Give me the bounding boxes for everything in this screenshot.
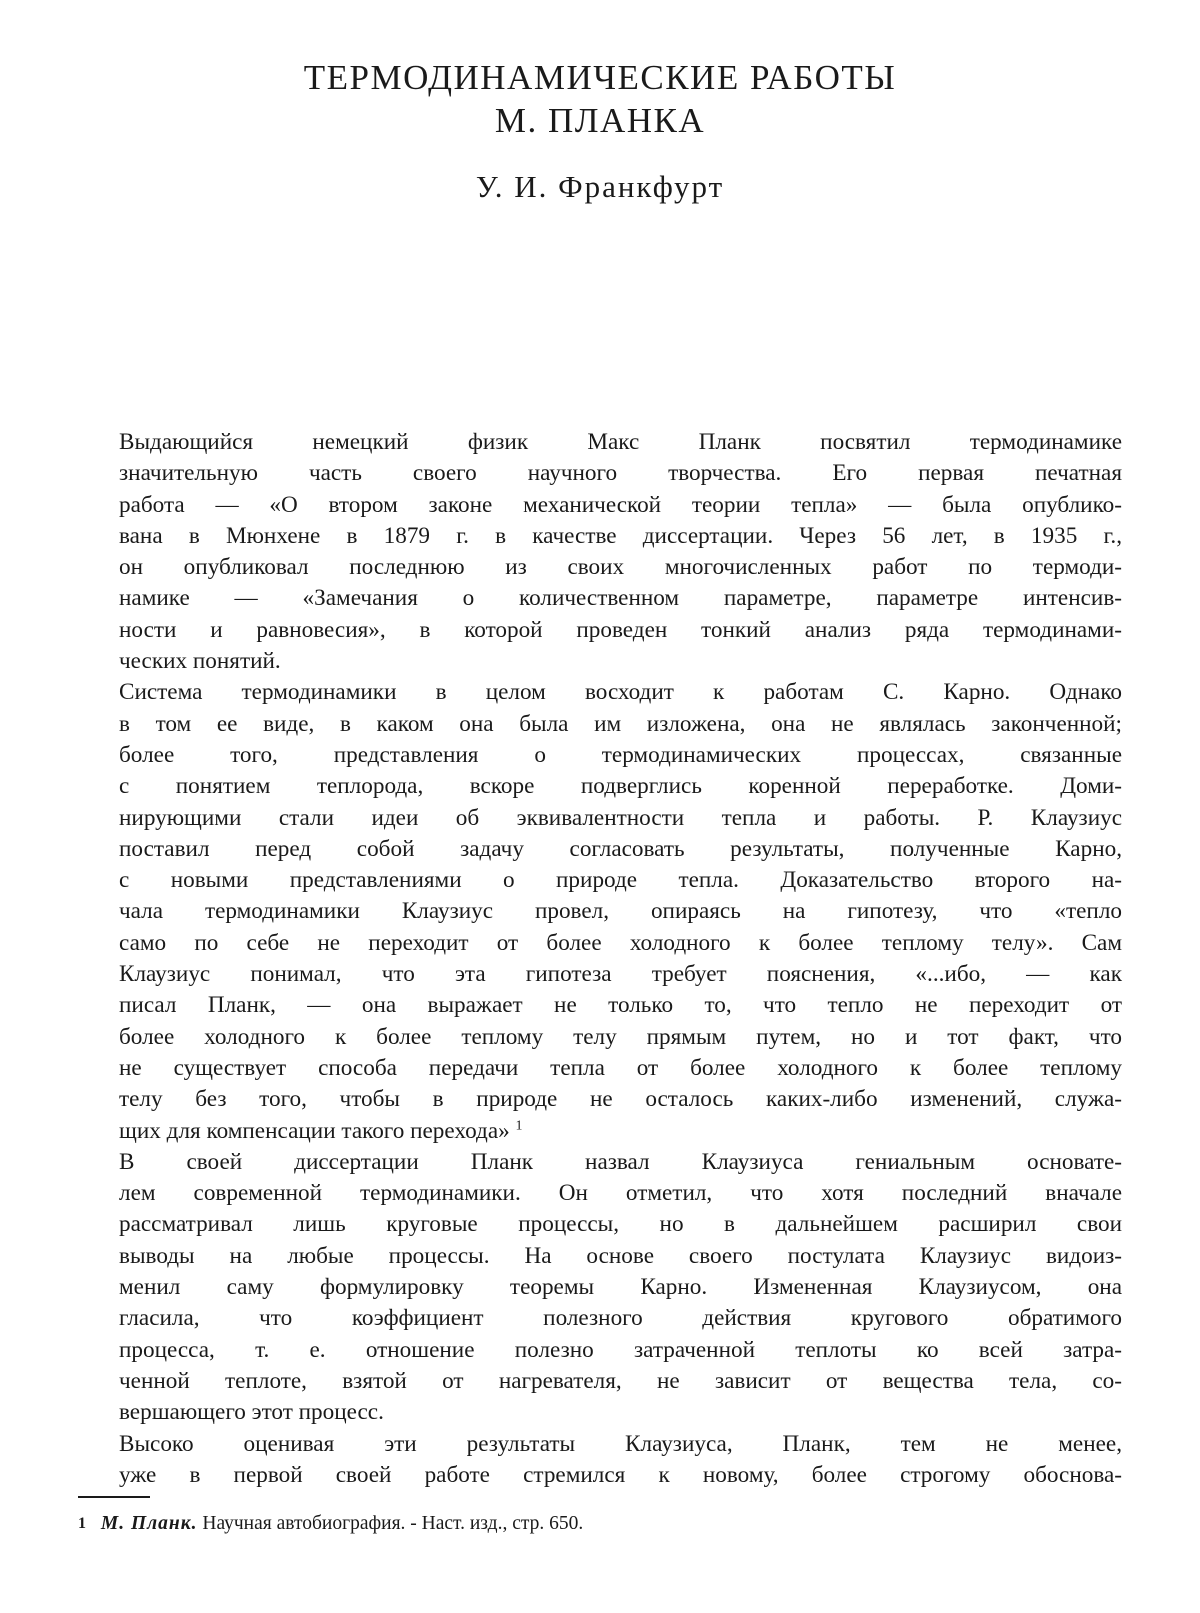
article-body: [78, 427, 1122, 1491]
text-line: с понятием теплорода, вскоре подверглись коренной переработке. Доми-: [78, 771, 1122, 802]
paragraph: [78, 1147, 1122, 1429]
text-line: [78, 1116, 1122, 1147]
text-line: с новыми представлениями о природе тепла. Доказательство второго на-: [78, 865, 1122, 896]
paragraph: [78, 1429, 1122, 1492]
footnote: [78, 1510, 1122, 1538]
text-line: В своей диссертации Планк назвал Клаузиуса гениальным основате-: [78, 1147, 1122, 1178]
text-line: вершающего этот процесс.: [78, 1397, 1122, 1428]
text-line: вана в Мюнхене в 1879 г. в качестве диссертации. Через 56 лет, в 1935 г.,: [78, 521, 1122, 552]
author-name: У. И. Франкфурт: [0, 165, 1200, 209]
paragraph: [78, 677, 1122, 1146]
text-line: само по себе не переходит от более холодного к более теплому телу». Сам: [78, 928, 1122, 959]
text-line: Система термодинамики в целом восходит к работам С. Карно. Однако: [78, 677, 1122, 708]
footnote-divider: [78, 1496, 150, 1498]
text-line: Клаузиус понимал, что эта гипотеза требует пояснения, «...ибо, — как: [78, 959, 1122, 990]
footnote-author: М. Планк.: [101, 1513, 198, 1534]
text-line: лем современной термодинамики. Он отметил, что хотя последний вначале: [78, 1178, 1122, 1209]
text-line: писал Планк, — она выражает не только то, что тепло не переходит от: [78, 990, 1122, 1021]
text-line: процесса, т. е. отношение полезно затраченной теплоты ко всей затра-: [78, 1335, 1122, 1366]
text-line: чала термодинамики Клаузиус провел, опираясь на гипотезу, что «тепло: [78, 896, 1122, 927]
footnote-number: 1: [78, 1515, 86, 1532]
footnote-reference[interactable]: 1: [516, 1118, 523, 1133]
text-line: ченной теплоте, взятой от нагревателя, не зависит от вещества тела, со-: [78, 1366, 1122, 1397]
text-line: более холодного к более теплому телу прямым путем, но и тот факт, что: [78, 1022, 1122, 1053]
text-line: поставил перед собой задачу согласовать результаты, полученные Карно,: [78, 834, 1122, 865]
document-page: [0, 0, 1200, 1613]
text-line: не существует способа передачи тепла от более холодного к более теплому: [78, 1053, 1122, 1084]
text-line: более того, представления о термодинамических процессах, связанные: [78, 740, 1122, 771]
text-line: уже в первой своей работе стремился к новому, более строгому обоснова-: [78, 1460, 1122, 1491]
text-line: выводы на любые процессы. На основе своего постулата Клаузиус видоиз-: [78, 1241, 1122, 1272]
text-line: ческих понятий.: [78, 646, 1122, 677]
text-line: работа — «О втором законе механической теории тепла» — была опублико-: [78, 490, 1122, 521]
line-text: щих для компенсации такого перехода»: [119, 1118, 510, 1144]
text-line: ности и равновесия», в которой проведен тонкий анализ ряда термодинами-: [78, 615, 1122, 646]
text-line: менил саму формулировку теоремы Карно. Измененная Клаузиусом, она: [78, 1272, 1122, 1303]
text-line: он опубликовал последнюю из своих многочисленных работ по термоди-: [78, 552, 1122, 583]
text-line: в том ее виде, в каком она была им изложена, она не являлась законченной;: [78, 709, 1122, 740]
title-line-1: ТЕРМОДИНАМИЧЕСКИЕ РАБОТЫ: [0, 55, 1200, 101]
text-line: Выдающийся немецкий физик Макс Планк посвятил термодинамике: [78, 427, 1122, 458]
paragraph: [78, 427, 1122, 677]
footnote-text: Научная автобиография. - Наст. изд., стр. 650.: [202, 1513, 583, 1534]
title-line-2: М. ПЛАНКА: [0, 98, 1200, 144]
text-line: Высоко оценивая эти результаты Клаузиуса, Планк, тем не менее,: [78, 1429, 1122, 1460]
text-line: рассматривал лишь круговые процессы, но в дальнейшем расширил свои: [78, 1209, 1122, 1240]
text-line: гласила, что коэффициент полезного действия кругового обратимого: [78, 1303, 1122, 1334]
text-line: телу без того, чтобы в природе не осталось каких-либо изменений, служа-: [78, 1084, 1122, 1115]
text-line: намике — «Замечания о количественном параметре, параметре интенсив-: [78, 583, 1122, 614]
text-line: нирующими стали идеи об эквивалентности тепла и работы. Р. Клаузиус: [78, 803, 1122, 834]
text-line: значительную часть своего научного творчества. Его первая печатная: [78, 458, 1122, 489]
